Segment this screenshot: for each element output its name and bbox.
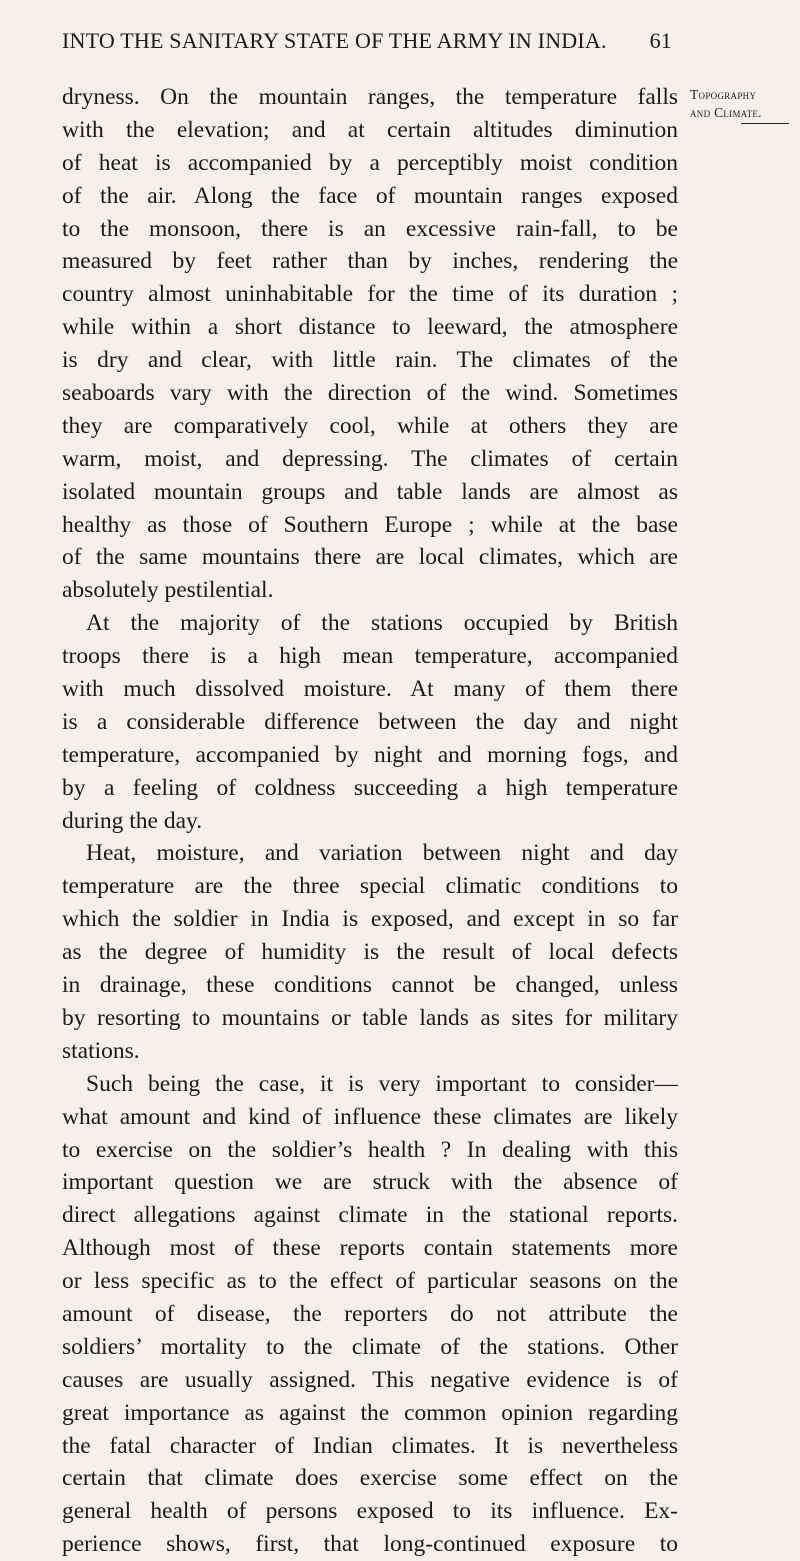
text-line: to exercise on the soldier’s health ? In dealing with this [62,1136,678,1163]
text-line: by a feeling of coldness succeeding a high temperature [62,774,678,801]
text-line: by resorting to mountains or table lands as sites for military [62,1004,678,1031]
text-line: amount of disease, the reporters do not attribute the [62,1300,678,1327]
text-line: is a considerable difference between the day and night [62,708,678,735]
text-line: causes are usually assigned. This negative evidence is of [62,1366,678,1393]
text-line: warm, moist, and depressing. The climates of certain [62,445,678,472]
text-line: troops there is a high mean temperature, accompanied [62,643,678,670]
page-number: 61 [649,28,672,53]
text-line: healthy as those of Southern Europe ; while at the base [62,511,678,538]
text-line: Heat, moisture, and variation between night and day [86,840,678,867]
text-line: while within a short distance to leeward, the atmosphere [62,314,678,341]
text-line: of the same mountains there are local climates, which are [62,544,678,571]
margin-note-line-2: and Climate. [690,105,762,120]
text-line: country almost uninhabitable for the time of its duration ; [62,281,678,308]
text-line: what amount and kind of influence these climates are likely [62,1103,678,1130]
text-line: temperature are the three special climatic conditions to [62,873,678,900]
text-line: isolated mountain groups and table lands are almost as [62,478,678,505]
text-line: soldiers’ mortality to the climate of the stations. Other [62,1333,678,1360]
text-line: they are comparatively cool, while at others they are [62,412,678,439]
text-line: of heat is accompanied by a perceptibly moist condition [62,149,678,176]
text-line: the fatal character of Indian climates. It is nevertheless [62,1432,678,1459]
text-line: with the elevation; and at certain altitudes diminution [62,116,678,143]
margin-note-rule [741,123,789,124]
text-line: is dry and clear, with little rain. The climates of the [62,347,678,374]
text-line: as the degree of humidity is the result of local defects [62,939,678,966]
text-line: important question we are struck with the absence of [62,1169,678,1196]
text-line: measured by feet rather than by inches, rendering the [62,248,678,275]
running-title: INTO THE SANITARY STATE OF THE ARMY IN INDIA. [62,28,607,53]
text-line: seaboards vary with the direction of the wind. Sometimes [62,380,678,407]
text-line: in drainage, these conditions cannot be changed, unless [62,972,678,999]
text-line: of the air. Along the face of mountain ranges exposed [62,182,678,209]
text-line: temperature, accompanied by night and morning fogs, and [62,741,678,768]
text-line: certain that climate does exercise some effect on the [62,1465,678,1492]
margin-note [690,86,798,124]
text-line: direct allegations against climate in the stational reports. [62,1202,678,1229]
text-line: At the majority of the stations occupied by British [86,610,678,637]
text-line: great importance as against the common opinion regarding [62,1399,678,1426]
text-line: Such being the case, it is very important to consider— [86,1070,678,1097]
margin-note-line-1: Topography [690,87,757,102]
body-text [62,81,678,1561]
text-line: with much dissolved moisture. At many of them there [62,676,678,703]
text-line: or less specific as to the effect of particular seasons on the [62,1268,678,1295]
text-line: perience shows, first, that long-continued exposure to [62,1531,678,1558]
text-line: stations. [62,1037,140,1064]
text-line: absolutely pestilential. [62,577,274,604]
text-line: general health of persons exposed to its influence. Ex- [62,1498,678,1525]
text-line: dryness. On the mountain ranges, the temperature falls [62,84,678,110]
text-line: Although most of these reports contain statements more [62,1235,678,1262]
text-line: which the soldier in India is exposed, and except in so far [62,906,678,933]
running-header [62,28,672,58]
text-line: to the monsoon, there is an excessive rain-fall, to be [62,215,678,242]
text-line: during the day. [62,807,203,834]
